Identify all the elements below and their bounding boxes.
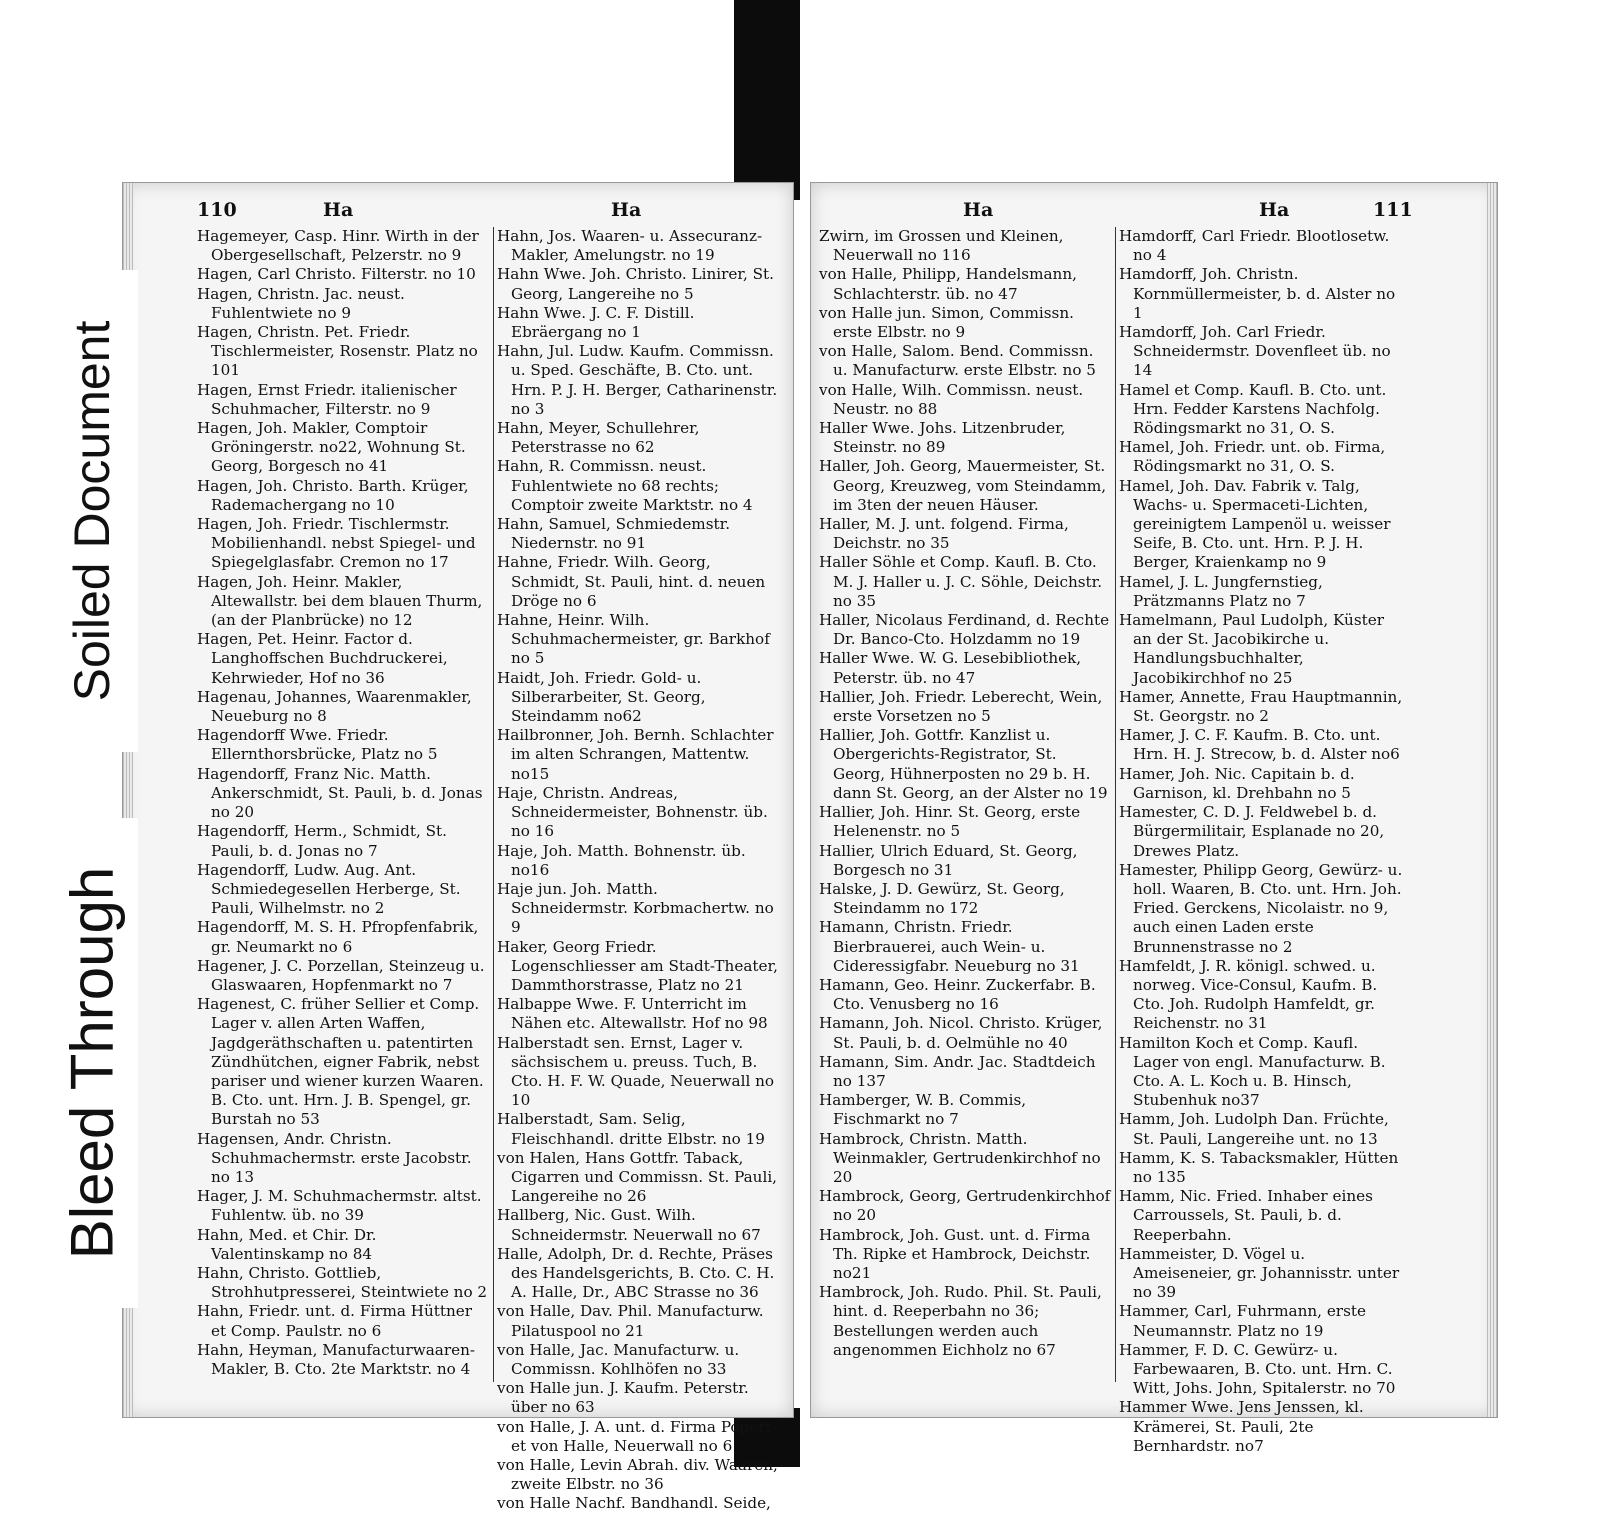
soiled-document-label [46,270,138,752]
directory-entry: Hailbronner, Joh. Bernh. Schlachter im alten Schrangen, Mattentw. no15 [497,726,774,783]
directory-entry: Hagen, Carl Christo. Filterstr. no 10 [197,265,476,284]
directory-entry: Hahn, Friedr. unt. d. Firma Hüttner et Comp. Paulstr. no 6 [197,1302,473,1340]
directory-entry: von Halle Nachf. Bandhandl. Seide, [497,1494,771,1513]
directory-entry: von Halle jun. J. Kaufm. Peterstr. über no 63 [497,1379,749,1417]
directory-column [197,227,489,1379]
directory-entry: Hahn, Jos. Waaren- u. Assecuranz-Makler, Amelungstr. no 19 [497,227,763,265]
running-head: Ha [963,199,994,221]
directory-entry: Hagendorff Wwe. Friedr. Ellernthorsbrücke, Platz no 5 [197,726,438,764]
directory-entry: Hamer, J. C. F. Kaufm. B. Cto. unt. Hrn. H. J. Strecow, b. d. Alster no6 [1119,726,1400,764]
directory-entry: Hagendorff, Franz Nic. Matth. Ankerschmidt, St. Pauli, b. d. Jonas no 20 [197,764,483,822]
directory-entry: Hallier, Joh. Friedr. Leberecht, Wein, erste Vorsetzen no 5 [819,687,1103,726]
directory-entry: Hamberger, W. B. Commis, Fischmarkt no 7 [819,1091,1027,1129]
directory-entry: Hagen, Christn. Pet. Friedr. Tischlermeister, Rosenstr. Platz no 101 [197,323,478,380]
directory-entry: Hamdorff, Joh. Christn. Kornmüllermeister, b. d. Alster no 1 [1119,265,1396,322]
directory-entry: Hamilton Koch et Comp. Kaufl. Lager von engl. Manufacturw. B. Cto. A. L. Koch u. B. Hinsch, Stubenhuk no37 [1119,1033,1386,1110]
directory-entry: Hagen, Joh. Christo. Barth. Krüger, Rademachergang no 10 [197,476,469,514]
directory-entry: Hamm, K. S. Tabacksmakler, Hütten no 135 [1119,1148,1399,1186]
running-head: Ha [611,199,642,221]
directory-entry: von Halle, Jac. Manufacturw. u. Commissn. Kohlhöfen no 33 [497,1340,740,1378]
directory-entry: Hammer, Carl, Fuhrmann, erste Neumannstr. Platz no 19 [1119,1302,1366,1340]
directory-entry: Hamel, Joh. Dav. Fabrik v. Talg, Wachs- u. Spermaceti-Lichten, gereinigtem Lampenöl u. weisser Seife, B. Cto. unt. Hrn. P. J. H. Berger, Kraienkamp no 9 [1119,476,1391,572]
book-binding-top [734,0,800,200]
directory-entry: Hager, J. M. Schuhmachermstr. altst. Fuhlentw. üb. no 39 [197,1187,482,1225]
directory-entry: Haidt, Joh. Friedr. Gold- u. Silberarbeiter, St. Georg, Steindamm no62 [497,668,706,726]
directory-entry: Hammer Wwe. Jens Jenssen, kl. Krämerei, St. Pauli, 2te Bernhardstr. no7 [1119,1398,1364,1455]
directory-entry: Hagenest, C. früher Sellier et Comp. Lager v. allen Arten Waffen, Jagdgeräthschaften u. patentirten Zündhütchen, eigner Fabrik, nebst pariser und wiener kurzen Waaren. B. Cto. unt. Hrn. J. B. Spengel, gr. Burstah no 53 [197,995,484,1129]
directory-entry: Hambrock, Joh. Rudo. Phil. St. Pauli, hint. d. Reeperbahn no 36; Bestellungen werden auch angenommen Eichholz no 67 [819,1283,1102,1359]
directory-entry: Halske, J. D. Gewürz, St. Georg, Steindamm no 172 [819,879,1065,918]
directory-column [497,227,779,1514]
directory-entry: Hagen, Joh. Heinr. Makler, Altewallstr. bei dem blauen Thurm, (an der Planbrücke) no 12 [197,572,483,630]
directory-entry: Hallberg, Nic. Gust. Wilh. Schneidermstr. Neuerwall no 67 [497,1206,761,1244]
column-rule [1115,227,1116,1382]
soiled-document-text: Soiled Document [64,320,120,702]
directory-entry: Hamann, Christn. Friedr. Bierbrauerei, auch Wein- u. Cideressigfabr. Neueburg no 31 [819,918,1080,975]
directory-entry: Zwirn, im Grossen und Kleinen, Neuerwall no 116 [819,227,1064,265]
directory-entry: Hagenau, Johannes, Waarenmakler, Neueburg no 8 [197,687,472,726]
directory-entry: Haller Wwe. Johs. Litzenbruder, Steinstr. no 89 [819,419,1066,457]
directory-entry: Hamel et Comp. Kaufl. B. Cto. unt. Hrn. Fedder Karstens Nachfolg. Rödingsmarkt no 31, O. S. [1119,380,1387,438]
directory-entry: Hagendorff, M. S. H. Pfropfenfabrik, gr. Neumarkt no 6 [197,918,479,956]
directory-entry: Hamann, Joh. Nicol. Christo. Krüger, St. Pauli, b. d. Oelmühle no 40 [819,1014,1103,1052]
directory-entry: Hamel, J. L. Jungfernstieg, Prätzmanns Platz no 7 [1119,572,1323,610]
directory-entry: Hambrock, Joh. Gust. unt. d. Firma Th. Ripke et Hambrock, Deichstr. no21 [819,1225,1091,1282]
directory-entry: Hagemeyer, Casp. Hinr. Wirth in der Obergesellschaft, Pelzerstr. no 9 [197,227,479,265]
directory-entry: Haller, Nicolaus Ferdinand, d. Rechte Dr. Banco-Cto. Holzdamm no 19 [819,611,1110,649]
directory-entry: Hamel, Joh. Friedr. unt. ob. Firma, Rödingsmarkt no 31, O. S. [1119,438,1386,476]
directory-entry: Hamm, Nic. Fried. Inhaber eines Carroussels, St. Pauli, b. d. Reeperbahn. [1119,1187,1373,1244]
directory-entry: von Halle, Levin Abrah. div. Waaren, zweite Elbstr. no 36 [497,1456,778,1494]
column-rule [493,227,494,1382]
bleed-through-text: Bleed Through [58,866,126,1260]
directory-entry: von Halle, Dav. Phil. Manufacturw. Pilatuspool no 21 [497,1302,764,1340]
running-head: Ha [323,199,354,221]
directory-entry: Hagener, J. C. Porzellan, Steinzeug u. Glaswaaren, Hopfenmarkt no 7 [197,956,485,994]
directory-entry: Hamer, Joh. Nic. Capitain b. d. Garnison, kl. Drehbahn no 5 [1119,764,1355,802]
directory-entry: Hammeister, D. Vögel u. Ameiseneier, gr. Johannisstr. unter no 39 [1119,1244,1400,1302]
directory-column [819,227,1111,1360]
directory-entry: Hahn, Meyer, Schullehrer, Peterstrasse no 62 [497,419,700,457]
directory-entry: Hahn, Heyman, Manufacturwaaren-Makler, B. Cto. 2te Marktstr. no 4 [197,1340,475,1378]
directory-entry: Hahn, Jul. Ludw. Kaufm. Commissn. u. Sped. Geschäfte, B. Cto. unt. Hrn. P. J. H. Berger, Catharinenstr. no 3 [497,342,778,418]
directory-entry: Hamdorff, Joh. Carl Friedr. Schneidermstr. Dovenfleet üb. no 14 [1119,323,1391,380]
directory-entry: Halle, Adolph, Dr. d. Rechte, Präses des Handelsgerichts, B. Cto. C. H. A. Halle, Dr., ABC Strasse no 36 [497,1244,775,1302]
directory-entry: Hahne, Friedr. Wilh. Georg, Schmidt, St. Pauli, hint. d. neuen Dröge no 6 [497,553,766,610]
directory-column [1119,227,1405,1456]
directory-entry: Hamdorff, Carl Friedr. Blootlosetw. no 4 [1119,227,1390,265]
directory-entry: Haje jun. Joh. Matth. Schneidermstr. Korbmachertw. no 9 [497,879,774,937]
bleed-through-label [46,818,138,1308]
directory-entry: Halberstadt sen. Ernst, Lager v. sächsischem u. preuss. Tuch, B. Cto. H. F. W. Quade, Neuerwall no 10 [497,1033,775,1110]
directory-entry: von Halle, Wilh. Commissn. neust. Neustr. no 88 [819,380,1084,418]
directory-entry: Hambrock, Georg, Gertrudenkirchhof no 20 [819,1187,1111,1225]
directory-entry: Haker, Georg Friedr. Logenschliesser am Stadt-Theater, Dammthorstrasse, Platz no 21 [497,937,778,994]
directory-entry: Haller, Joh. Georg, Mauermeister, St. Georg, Kreuzweg, vom Steindamm, im 3ten der neuen Häuser. [819,457,1107,514]
page-edge [1487,183,1497,1417]
directory-entry: Hamester, Philipp Georg, Gewürz- u. holl. Waaren, B. Cto. unt. Hrn. Joh. Fried. Gerckens, Nicolaistr. no 9, auch einen Laden erste Brunnenstrasse no 2 [1119,860,1403,956]
directory-entry: Hahn, R. Commissn. neust. Fuhlentwiete no 68 rechts; Comptoir zweite Marktstr. no 4 [497,457,753,514]
page-number: 110 [197,199,237,221]
directory-entry: Haje, Christn. Andreas, Schneidermeister, Bohnenstr. üb. no 16 [497,783,768,841]
running-head: Ha [1259,199,1290,221]
directory-entry: Hallier, Joh. Hinr. St. Georg, erste Helenenstr. no 5 [819,803,1081,841]
directory-entry: Hagen, Joh. Friedr. Tischlermstr. Mobilienhandl. nebst Spiegel- und Spiegelglasfabr. Cremon no 17 [197,515,476,572]
directory-entry: Hamelmann, Paul Ludolph, Küster an der St. Jacobikirche u. Handlungsbuchhalter, Jacobikirchhof no 25 [1119,611,1384,687]
directory-entry: Hamer, Annette, Frau Hauptmannin, St. Georgstr. no 2 [1119,687,1403,726]
directory-entry: Hahn Wwe. Joh. Christo. Linirer, St. Georg, Langereihe no 5 [497,265,774,303]
directory-entry: Hagen, Pet. Heinr. Factor d. Langhoffschen Buchdruckerei, Kehrwieder, Hof no 36 [197,630,448,687]
directory-entry: von Halen, Hans Gottfr. Taback, Cigarren und Commissn. St. Pauli, Langereihe no 26 [497,1148,778,1206]
directory-entry: Haller Wwe. W. G. Lesebibliothek, Peterstr. üb. no 47 [819,649,1082,687]
directory-entry: Hagen, Joh. Makler, Comptoir Gröningerstr. no22, Wohnung St. Georg, Borgesch no 41 [197,419,466,476]
directory-entry: Haller Söhle et Comp. Kaufl. B. Cto. M. J. Haller u. J. C. Söhle, Deichstr. no 35 [819,553,1103,610]
directory-entry: Hahne, Heinr. Wilh. Schuhmachermeister, gr. Barkhof no 5 [497,611,770,668]
directory-entry: Hamm, Joh. Ludolph Dan. Früchte, St. Pauli, Langereihe unt. no 13 [1119,1110,1389,1148]
directory-entry: Hallier, Ulrich Eduard, St. Georg, Borgesch no 31 [819,841,1078,879]
directory-entry: Halbappe Wwe. F. Unterricht im Nähen etc. Altewallstr. Hof no 98 [497,995,768,1033]
directory-entry: Haje, Joh. Matth. Bohnenstr. üb. no16 [497,841,746,879]
directory-entry: Hamann, Geo. Heinr. Zuckerfabr. B. Cto. Venusberg no 16 [819,975,1096,1014]
directory-entry: Hamester, C. D. J. Feldwebel b. d. Bürgermilitair, Esplanade no 20, Drewes Platz. [1119,803,1385,860]
directory-entry: Hahn, Med. et Chir. Dr. Valentinskamp no 84 [197,1225,377,1263]
directory-entry: von Halle jun. Simon, Commissn. erste Elbstr. no 9 [819,303,1074,342]
directory-entry: Hamann, Sim. Andr. Jac. Stadtdeich no 137 [819,1052,1096,1090]
directory-entry: Hagendorff, Herm., Schmidt, St. Pauli, b. d. Jonas no 7 [197,822,447,860]
directory-entry: Hahn, Christo. Gottlieb, Strohhutpresserei, Steintwiete no 2 [197,1263,488,1302]
directory-entry: Hagen, Ernst Friedr. italienischer Schuhmacher, Filterstr. no 9 [197,380,457,418]
directory-entry: Hallier, Joh. Gottfr. Kanzlist u. Obergerichts-Registrator, St. Georg, Hühnerposten no 29 b. H. dann St. Georg, an der Alster no 19 [819,726,1108,802]
directory-entry: Halberstadt, Sam. Selig, Fleischhandl. dritte Elbstr. no 19 [497,1110,765,1148]
directory-entry: Hagen, Christn. Jac. neust. Fuhlentwiete no 9 [197,284,405,322]
left-page [122,182,794,1513]
directory-entry: Hagensen, Andr. Christn. Schuhmachermstr. erste Jacobstr. no 13 [197,1129,472,1186]
directory-entry: Hammer, F. D. C. Gewürz- u. Farbewaaren, B. Cto. unt. Hrn. C. Witt, Johs. John, Spitalerstr. no 70 [1119,1340,1396,1398]
right-page [810,182,1498,1455]
page-number: 111 [1373,199,1413,221]
directory-entry: Hamfeldt, J. R. königl. schwed. u. norweg. Vice-Consul, Kaufm. B. Cto. Joh. Rudolph Hamfeldt, gr. Reichenstr. no 31 [1119,956,1378,1033]
directory-entry: Hahn Wwe. J. C. F. Distill. Ebräergang no 1 [497,303,695,342]
directory-entry: Hahn, Samuel, Schmiedemstr. Niedernstr. no 91 [497,515,731,553]
directory-entry: von Halle, Salom. Bend. Commissn. u. Manufacturw. erste Elbstr. no 5 [819,342,1096,380]
directory-entry: von Halle, Philipp, Handelsmann, Schlachterstr. üb. no 47 [819,265,1077,303]
directory-entry: Hagendorff, Ludw. Aug. Ant. Schmiedegesellen Herberge, St. Pauli, Wilhelmstr. no 2 [197,860,461,918]
directory-entry: Hambrock, Christn. Matth. Weinmakler, Gertrudenkirchhof no 20 [819,1129,1101,1186]
directory-entry: Haller, M. J. unt. folgend. Firma, Deichstr. no 35 [819,515,1069,553]
directory-entry: von Halle, J. A. unt. d. Firma Popert et von Halle, Neuerwall no 6 [497,1417,772,1455]
